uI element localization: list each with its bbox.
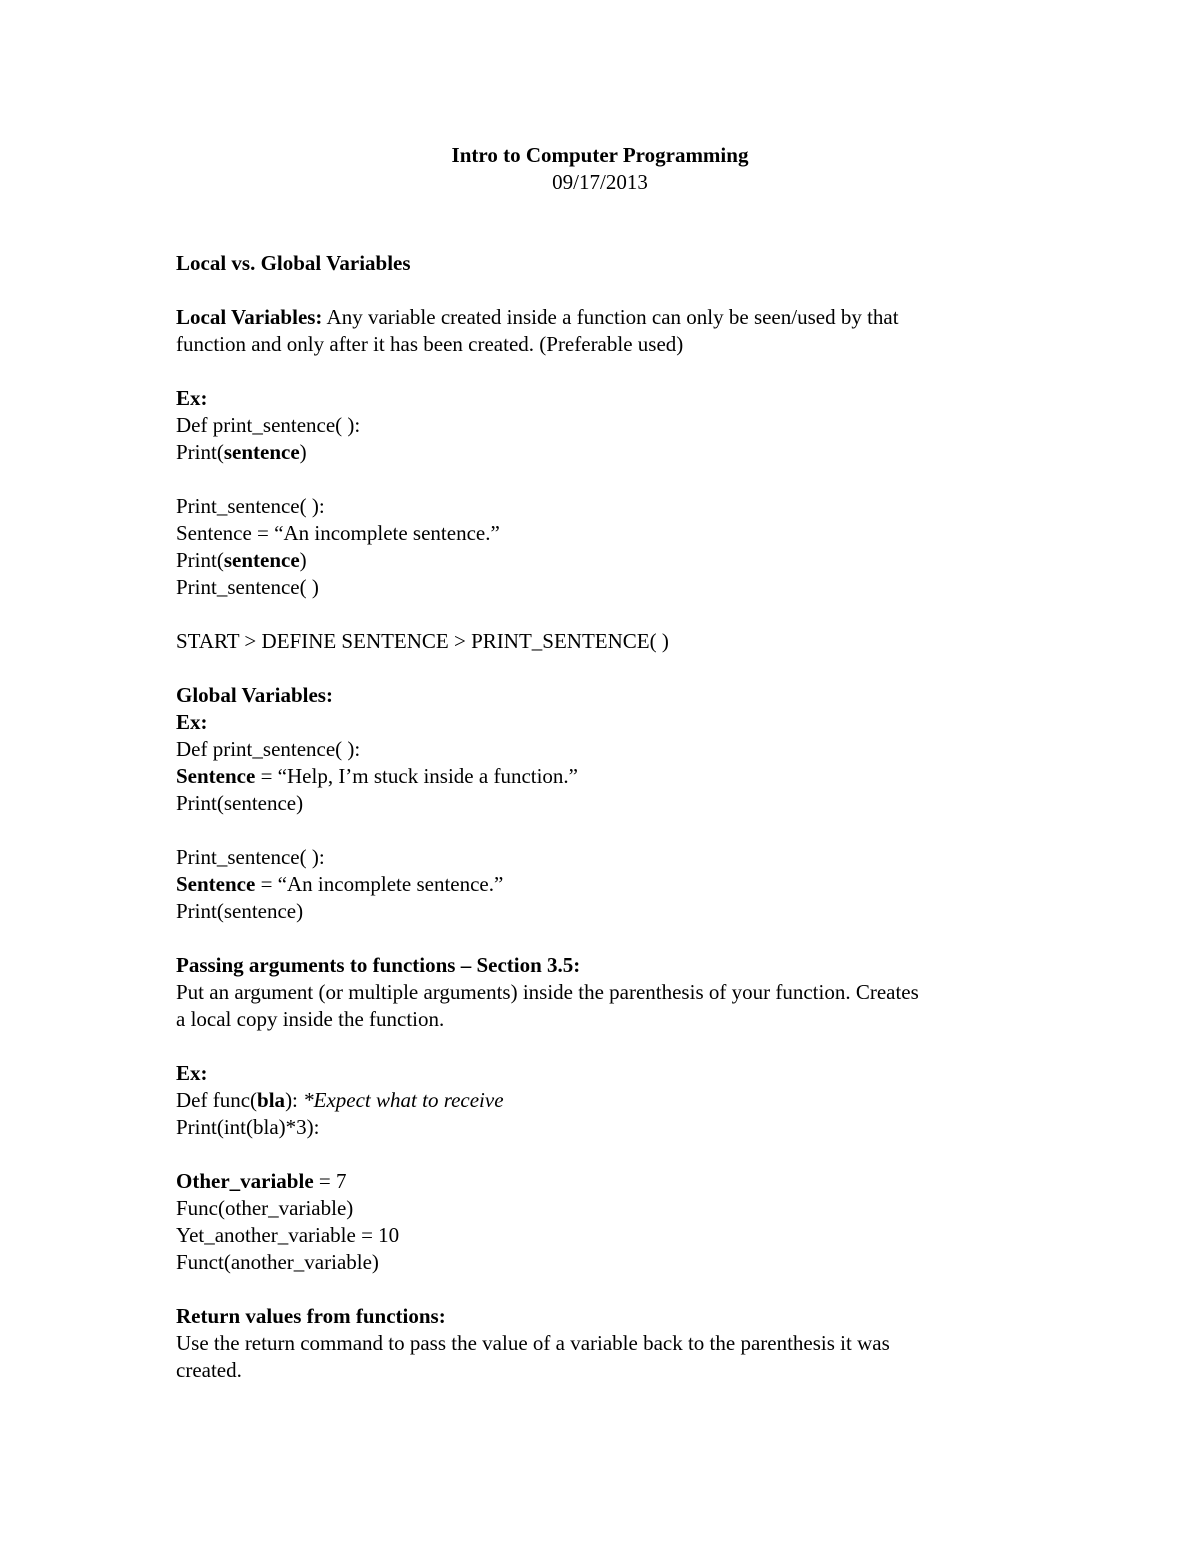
- global-code-line: Print_sentence( ):: [176, 845, 325, 869]
- passing-arguments-heading: Passing arguments to functions – Section 3.5:: [176, 953, 581, 977]
- return-values-text-line2: created.: [176, 1358, 242, 1382]
- code-bold-text: Sentence: [176, 764, 256, 788]
- code-text: ):: [285, 1088, 304, 1112]
- passing-code-line: Print(int(bla)*3):: [176, 1115, 320, 1139]
- return-values-heading: Return values from functions:: [176, 1304, 446, 1328]
- document-date: 09/17/2013: [552, 170, 648, 194]
- code-text: = “Help, I’m stuck inside a function.”: [255, 764, 578, 788]
- passing-code-line: Yet_another_variable = 10: [176, 1223, 400, 1247]
- code-text: ): [299, 440, 307, 464]
- code-note: *Expect what to receive: [303, 1088, 504, 1112]
- global-code-line: Print(sentence): [176, 899, 304, 923]
- global-code-line: [176, 763, 1026, 790]
- code-text: Print(: [176, 548, 224, 572]
- code-bold-text: Sentence: [176, 872, 256, 896]
- local-code-line: Print_sentence( ):: [176, 494, 325, 518]
- passing-code-line: Func(other_variable): [176, 1196, 354, 1220]
- code-text: Print(: [176, 440, 224, 464]
- code-bold-text: sentence: [223, 440, 300, 464]
- code-bold-text: Other_variable: [176, 1169, 314, 1193]
- local-flow-line: START > DEFINE SENTENCE > PRINT_SENTENCE( ): [176, 629, 669, 653]
- global-code-line: [176, 871, 1026, 898]
- passing-code-line: [176, 1087, 1026, 1114]
- passing-code-line: [176, 1168, 1026, 1195]
- code-bold-text: bla: [257, 1088, 286, 1112]
- local-code-line: Print_sentence( ): [176, 575, 319, 599]
- passing-code-line: Funct(another_variable): [176, 1250, 379, 1274]
- document-body: [176, 250, 1026, 1384]
- local-variables-text-line1: Any variable created inside a function can only be seen/used by that: [322, 305, 899, 329]
- local-example-label: Ex:: [176, 386, 208, 410]
- code-text: ): [299, 548, 307, 572]
- global-code-line: Print(sentence): [176, 791, 304, 815]
- section-heading-local-vs-global: Local vs. Global Variables: [176, 251, 411, 275]
- local-code-line: [176, 439, 1026, 466]
- code-bold-text: sentence: [223, 548, 300, 572]
- document-header: [0, 142, 1200, 196]
- local-code-line: Def print_sentence( ):: [176, 413, 361, 437]
- local-variables-text-line2: function and only after it has been created. (Preferable used): [176, 332, 684, 356]
- passing-arguments-text-line2: a local copy inside the function.: [176, 1007, 445, 1031]
- passing-example-label: Ex:: [176, 1061, 208, 1085]
- code-text: = 7: [313, 1169, 347, 1193]
- global-code-line: Def print_sentence( ):: [176, 737, 361, 761]
- local-code-line: [176, 547, 1026, 574]
- local-variables-paragraph: [176, 304, 1026, 331]
- local-variables-label: Local Variables:: [176, 305, 323, 329]
- local-code-line: Sentence = “An incomplete sentence.”: [176, 521, 500, 545]
- code-text: Def func(: [176, 1088, 258, 1112]
- return-values-text-line1: Use the return command to pass the value of a variable back to the parenthesis it was: [176, 1331, 890, 1355]
- document-title: Intro to Computer Programming: [451, 143, 749, 167]
- passing-arguments-text-line1: Put an argument (or multiple arguments) inside the parenthesis of your function. Creates: [176, 980, 919, 1004]
- code-text: = “An incomplete sentence.”: [255, 872, 504, 896]
- global-example-label: Ex:: [176, 710, 208, 734]
- global-variables-heading: Global Variables:: [176, 683, 333, 707]
